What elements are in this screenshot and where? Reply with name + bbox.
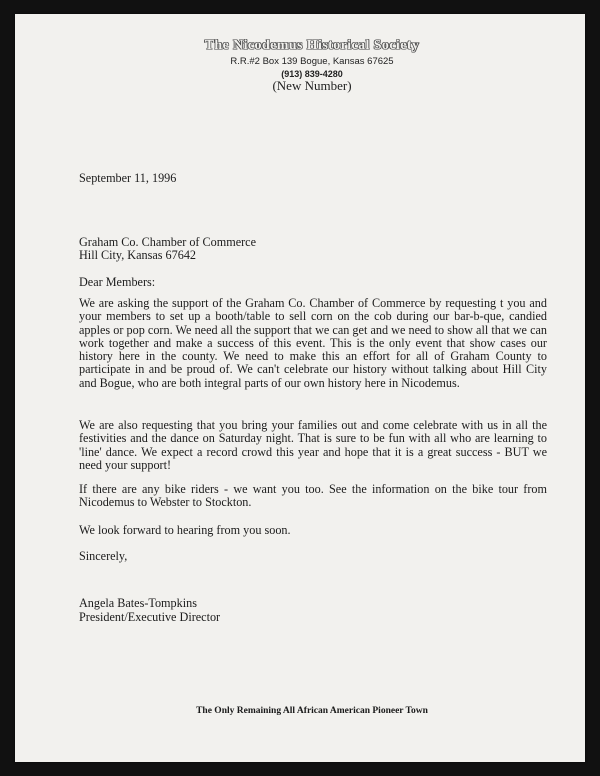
- paragraph: [79, 419, 547, 472]
- organization-phone: (913) 839-4280: [281, 69, 343, 79]
- paragraph-text: We are asking the support of the Graham Co. Chamber of Commerce by requesting t you and your members to set up a booth/table to sell corn on the cob during our bar-b-que, candied apples or pop corn. We need all the support that we can get and we need to show all that we can work together and make a success of this event. This is the only event that show cases our history here in the county. We need to make this an effort for all of Graham County to participate in and be proud of. We can't celebrate our history without talking about Hill City and Bogue, who are both integral parts of our own history here in Nicodemus.: [79, 296, 547, 390]
- recipient-line: Hill City, Kansas 67642: [79, 248, 197, 263]
- paragraph-text: If there are any bike riders - we want you too. See the information on the bike tour from Nicodemus to Webster to Stockton.: [79, 482, 547, 510]
- paragraph: [79, 297, 547, 390]
- new-number-note: (New Number): [272, 78, 352, 93]
- paragraph-text: We look forward to hearing from you soon.: [79, 523, 291, 537]
- organization-address: R.R.#2 Box 139 Bogue, Kansas 67625: [230, 56, 394, 67]
- paragraph: [79, 524, 547, 537]
- signer-name: Angela Bates-Tompkins: [79, 596, 197, 610]
- organization-name: The Nicodemus Historical Society: [204, 38, 420, 53]
- recipient-line: Graham Co. Chamber of Commerce: [79, 235, 257, 249]
- letter-page: [15, 14, 585, 762]
- paragraph-text: We are also requesting that you bring your families out and come celebrate with us in all the festivities and the dance on Saturday night. That is sure to be fun with all who are learning to 'line' dance. We expect a record crowd this year and hope that it is a great success - BUT we need your support!: [79, 418, 547, 472]
- letter-date: September 11, 1996: [79, 171, 177, 185]
- recipient-block: [79, 236, 547, 263]
- closing: Sincerely,: [79, 549, 128, 563]
- salutation: Dear Members:: [79, 275, 156, 289]
- paragraph: [79, 483, 547, 510]
- signer-title: President/Executive Director: [79, 610, 221, 624]
- footer-tagline: The Only Remaining All African American Pioneer Town: [196, 706, 428, 716]
